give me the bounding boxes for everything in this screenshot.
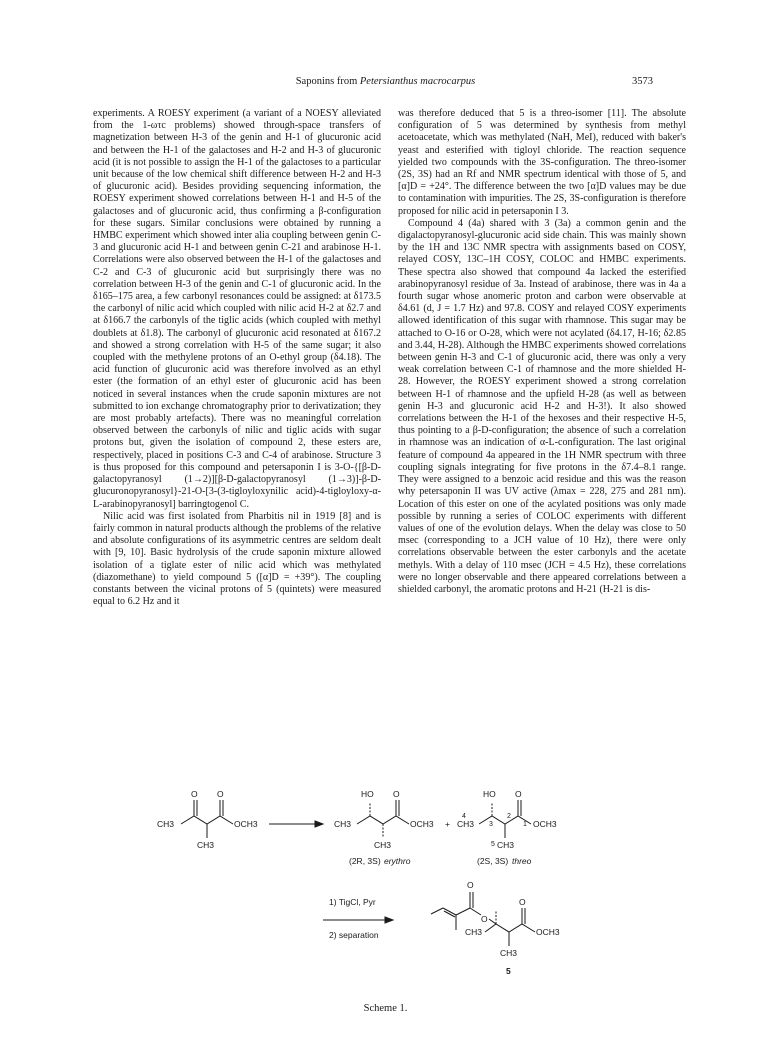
carbon-number-4: 4 bbox=[462, 813, 466, 820]
label-o: O bbox=[393, 789, 400, 799]
label-o: O bbox=[217, 789, 224, 799]
label-o: O bbox=[519, 897, 526, 907]
label-ch3: CH3 bbox=[497, 840, 515, 850]
label-o: O bbox=[481, 914, 488, 924]
page-number: 3573 bbox=[632, 76, 653, 87]
label-och3: OCH3 bbox=[410, 819, 434, 829]
label-ch3: CH3 bbox=[374, 840, 392, 850]
erythro-word: erythro bbox=[384, 856, 411, 866]
label-ch3: CH3 bbox=[500, 948, 518, 958]
right-column bbox=[398, 108, 686, 596]
label-ch3: CH3 bbox=[157, 819, 175, 829]
right-paragraph-2: Compound 4 (4a) shared with 3 (3a) a common genin and the digalactopyranosyl-glucuronic acid side chain. This was mainly shown by the 1H and 13C NMR spectra with assignments based on COSY, relayed COSY, 13C–1H COSY, COLOC and HMBC experiments. These spectra also showed that compound 4a lacked the esterified arabinopyranosyl residue of 3a. Instead of arabinose, there was in 4a a fourth sugar whose anomeric proton and carbon were observable at δ4.61 (d, J = 1.7 Hz) and 97.8. COSY and relayed COSY experiments allowed identification of this sugar with rhamnose. This sugar may be attached to O-16 or O-28, which were not acylated (δ4.17, H-16; δ2.85 and 3.44, H-28). Although the HMBC experiments showed correlations between genin H-3 and C-1 of glucuronic acid, there was only a very weak correlation between C-1 of rhamnose and the more shielded H-28. However, the ROESY experiment showed a strong correlation between H-1 of rhamnose and the upfield H-28 (as well as between genin H-3 and glucuronic acid H-2 and H-3!). It also showed correlations between the H-1 of the hexoses and their respective H-5, thus pointing to a β-D-configuration; the absence of such a correlation in rhamnose was an indication of α-L-configuration. The last original feature of compound 4a appeared in the 1H NMR spectrum with three coupling signals integrating for five protons in the δ7.4–8.1 range. They were assigned to a benzoic acid residue and this was the reason why petersaponin II was UV active (λmax = 228, 275 and 281 nm). Location of this ester on one of the acylated positions was only made possible by running a series of COLOC experiments with different values of one of the evolution delays. When the delay was close to 50 msec (corresponding to a JCH value of 10 Hz), there were only correlations observable between the ester carbonyls and the acetate methyls. With a delay of 110 msec (JCH = 4.5 Hz), these correlations were no longer observable and there appeared correlations between a shielded carbonyl, the aromatic protons and H-21 (H-21 is dis- bbox=[398, 217, 686, 595]
label-ch3: CH3 bbox=[334, 819, 352, 829]
reaction-arrow-1 bbox=[269, 821, 323, 827]
label-och3: OCH3 bbox=[234, 819, 258, 829]
erythro-product bbox=[357, 800, 409, 838]
label-ch3: CH3 bbox=[197, 840, 215, 850]
left-paragraph-1: experiments. A ROESY experiment (a variant of a NOESY alleviated from the 1-ωτc problems) showed through-space transfers of magnetization between H-3 of the genin and H-1 of glucuronic acid and between the H-1 of the galactoses and H-2 and H-3 of glucuronic acid (it is not possible to assign the H-1 of the galactoses to a particular unit because of the low chemical shift difference between H-2 and H-3 of glucuronic acid). Besides providing sequencing information, the ROESY experiment showed correlations between H-1 and H-5 of the galactoses and of glucuronic acid, thus confirming a β-configuration for these sugars. Similar conclusions were obtained by running a HMBC experiment which showed inter alia coupling between genin C-3 and glucuronic acid H-1 and between genin C-21 and arabinose H-1. Correlations were also observed between the H-1 of the galactoses and C-2 and C-3 of glucuronic acid but surprisingly there was no correlation between H-3 of the genin and C-1 of glucuronic acid. In the δ165–175 area, a few carbonyl resonances could be assigned: at δ173.5 the carbonyl of nilic acid which coupled with nilic acid H-2 at δ2.7 and at δ166.7 the carbonyls of the tiglic acids (which coupled with methyl doublets at δ1.8). The carbonyl of glucuronic acid resonated at δ167.2 and showed a strong correlation with H-5 of the same sugar; it also coupled with the methylene protons of an O-ethyl group (δ4.18). The acid function of glucuronic acid was therefore involved as an ethyl ester (the formation of an ethyl ester of glucuronic acid has been noticed in several instances when the crude saponin mixtures are not submitted to ion exchange chromatography prior to derivatization; they are most probably artefacts). There was no meaningful correlation observed between the carbonyls of nilic and tiglic acids with sugar protons but, given the isolation of compound 2, these esters are, respectively, placed in positions C-3 and C-4 of arabinose. Structure 3 is thus proposed for this compound and petersaponin I is 3-O-{[β-D-galactopyranosyl (1→2)][β-D-galactopyranosyl (1→3)]-β-D-glucuronopyranosyl}-21-O-[3-(3-tigloyloxynilic acid)-4-tigloyloxy-α-L-arabinopyranosyl] barringtogenol C. bbox=[93, 108, 381, 510]
step-tigcl: 1) TigCl, Pyr bbox=[329, 897, 376, 907]
carbon-number-3: 3 bbox=[489, 821, 493, 828]
scheme-caption: Scheme 1. bbox=[363, 1003, 408, 1014]
label-ch3: CH3 bbox=[457, 819, 475, 829]
left-paragraph-2: Nilic acid was first isolated from Pharbitis nil in 1919 [8] and is fairly common in natural products although the problems of the relative and absolute configurations of its asymmetric centres are seldom dealt with [9, 10]. Basic hydrolysis of the crude saponin mixture allowed isolation of a tiglate ester of nilic acid which was methylated (diazomethane) to yield compound 5 ([α]D = +39°). The coupling constants between the vicinal protons of 5 (quintets) were measured equal to 6.2 Hz and it bbox=[93, 510, 381, 608]
carbon-number-1: 1 bbox=[523, 821, 527, 828]
scheme-drawing bbox=[93, 782, 689, 1002]
running-header bbox=[0, 76, 771, 92]
running-title: Saponins from Petersianthus macrocarpus bbox=[295, 76, 476, 87]
starting-ketoester bbox=[181, 800, 233, 838]
label-o: O bbox=[467, 880, 474, 890]
reaction-arrow-2 bbox=[323, 917, 393, 923]
plus-sign: + bbox=[445, 819, 450, 829]
label-ch3: CH3 bbox=[465, 927, 483, 937]
step-separation: 2) separation bbox=[329, 930, 379, 940]
label-och3: OCH3 bbox=[533, 819, 557, 829]
erythro-config-label: (2R, 3S) bbox=[349, 856, 381, 866]
label-ho: HO bbox=[483, 789, 496, 799]
carbon-number-5: 5 bbox=[491, 841, 495, 848]
label-ho: HO bbox=[361, 789, 374, 799]
label-och3: OCH3 bbox=[536, 927, 560, 937]
threo-product bbox=[479, 800, 531, 838]
threo-word: threo bbox=[512, 856, 532, 866]
label-o: O bbox=[191, 789, 198, 799]
threo-config-label: (2S, 3S) bbox=[477, 856, 509, 866]
carbon-number-2: 2 bbox=[507, 813, 511, 820]
right-paragraph-1: was therefore deduced that 5 is a threo-isomer [11]. The absolute configuration of 5 was determined by synthesis from methyl acetoacetate, which was methylated (NaH, MeI), reduced with baker's yeast and esterified with tigloyl chloride. The reaction sequence yielded two compounds with the 3S-configuration. The threo-isomer (2S, 3S) had an Rf and NMR spectrum identical with those of 5, and [α]D = +24°. The difference between the two [α]D values may be due to contamination with impurities. The 2S, 3S-configuration is therefore proposed for nilic acid in petersaponin I 3. bbox=[398, 108, 686, 217]
scheme-figure bbox=[93, 782, 689, 1022]
label-o: O bbox=[515, 789, 522, 799]
left-column bbox=[93, 108, 381, 608]
compound-number: 5 bbox=[506, 966, 511, 976]
